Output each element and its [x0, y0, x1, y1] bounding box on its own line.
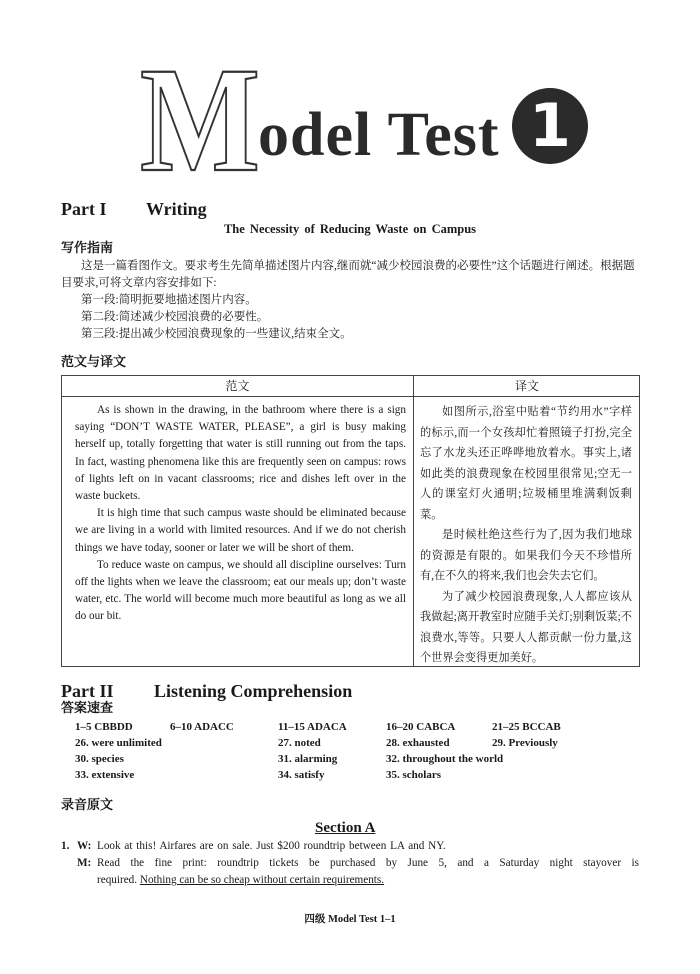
speaker-m-text-plain: required. [97, 874, 140, 886]
table-header-translation: 译文 [514, 379, 539, 393]
essay-title: The Necessity of Reducing Waste on Campus [223, 222, 477, 236]
answer-cell: 34. satisfy [278, 769, 325, 781]
script-heading: 录音原文 [61, 798, 114, 813]
answer-cell: 29. Previously [492, 737, 558, 749]
answer-cell: 31. alarming [278, 753, 338, 765]
essay-column [75, 402, 406, 626]
answer-cell: 33. extensive [75, 769, 135, 781]
test-number-badge: 1 [512, 88, 588, 164]
speaker-m-text-line2 [97, 872, 384, 889]
speaker-m-label: M: [77, 857, 92, 869]
sample-translation-table [61, 375, 640, 667]
part1-label: Part I [61, 199, 107, 219]
guide-line-4: 第二段:简述减少校园浪费的必要性。 [81, 311, 269, 323]
guide-line-1: 这是一篇看图作文。要求考生先简单描述图片内容,继而就“减少校园浪费的必要性”这个话题进行阐述。根据题 [81, 260, 635, 272]
answer-cell: 21–25 BCCAB [492, 721, 561, 733]
guide-heading: 写作指南 [61, 241, 114, 256]
sample-heading: 范文与译文 [61, 355, 127, 370]
essay-paragraph: To reduce waste on campus, we should all discipline ourselves: Turn off the lights when we leave the classroom; eat our meals up; don’t waste water, etc. The world will become much more beautiful as long as we all do our bit. [75, 558, 406, 623]
table-header-essay: 范文 [225, 379, 250, 393]
page-footer: 四级 Model Test 1–1 [304, 914, 396, 925]
title-text: odel Test [258, 101, 500, 169]
guide-line-5: 第三段:提出减少校园浪费现象的一些建议,结束全文。 [81, 328, 352, 340]
translation-paragraph: 为了减少校园浪费现象,人人都应该从我做起;离开教室时应随手关灯;别剩饭菜;不浪费水,等等。只要人人都贡献一份力量,这个世界会变得更加美好。 [420, 590, 632, 664]
speaker-w-label: W: [77, 840, 92, 852]
answer-cell: 27. noted [278, 737, 321, 749]
answer-cell: 28. exhausted [386, 737, 450, 749]
essay-paragraph: As is shown in the drawing, in the bathroom where there is a sign saying “DON’T WASTE WATER, PLEASE”, a girl is busy making herself up, totally forgetting that water is still running out from the taps. In fact, wasting phenomena like this are frequently seen on campus: rows of lights left on in vacant classrooms; rice and dishes left over in the waste buckets. [75, 404, 406, 503]
speaker-w-text: Look at this! Airfares are on sale. Just $200 roundtrip between LA and NY. [97, 840, 446, 852]
answer-cell: 16–20 CABCA [386, 721, 456, 733]
speaker-m-text-line1: Read the fine print: roundtrip tickets be purchased by June 5, and a Saturday night stayover is [97, 857, 639, 869]
translation-paragraph: 是时候杜绝这些行为了,因为我们地球的资源是有限的。如果我们今天不珍惜所有,在不久的将来,我们也会失去它们。 [420, 529, 632, 582]
guide-line-3: 第一段:简明扼要地描述图片内容。 [81, 294, 257, 306]
part2-name: Listening Comprehension [154, 681, 353, 701]
title-outline-letter-m [140, 37, 260, 203]
answer-cell: 11–15 ADACA [278, 721, 347, 733]
answer-cell: 35. scholars [386, 769, 441, 781]
answer-cell: 1–5 CBBDD [75, 721, 133, 733]
answers-heading: 答案速查 [61, 701, 114, 716]
answer-cell: 30. species [75, 753, 124, 765]
answer-cell: 32. throughout the world [386, 753, 504, 765]
table-column-divider [413, 376, 414, 666]
guide-line-2: 目要求,可将文章内容安排如下: [61, 277, 217, 289]
speaker-m-text-underlined: Nothing can be so cheap without certain requirements. [139, 874, 385, 886]
essay-paragraph: It is high time that such campus waste should be eliminated because we are living in a world with limited resources. And if we do not cherish things we have today, sooner or later we will be short of them. [75, 507, 406, 554]
answer-cell: 26. were unlimited [75, 737, 162, 749]
part1-name: Writing [146, 199, 207, 219]
title-m-text: M [140, 37, 260, 203]
part2-label: Part II [61, 681, 114, 701]
section-a-title: Section A [315, 820, 376, 836]
translation-paragraph: 如图所示,浴室中贴着“节约用水”字样的标示,而一个女孩却忙着照镜子打扮,完全忘了水龙头还正哗哗地放着水。事实上,诸如此类的浪费现象在校园里很常见;空无一人的课室灯火通明;垃圾桶里堆满剩饭剩菜。 [420, 406, 632, 521]
translation-column [420, 402, 632, 669]
question-number: 1. [61, 840, 70, 852]
answer-cell: 6–10 ADACC [170, 721, 234, 733]
